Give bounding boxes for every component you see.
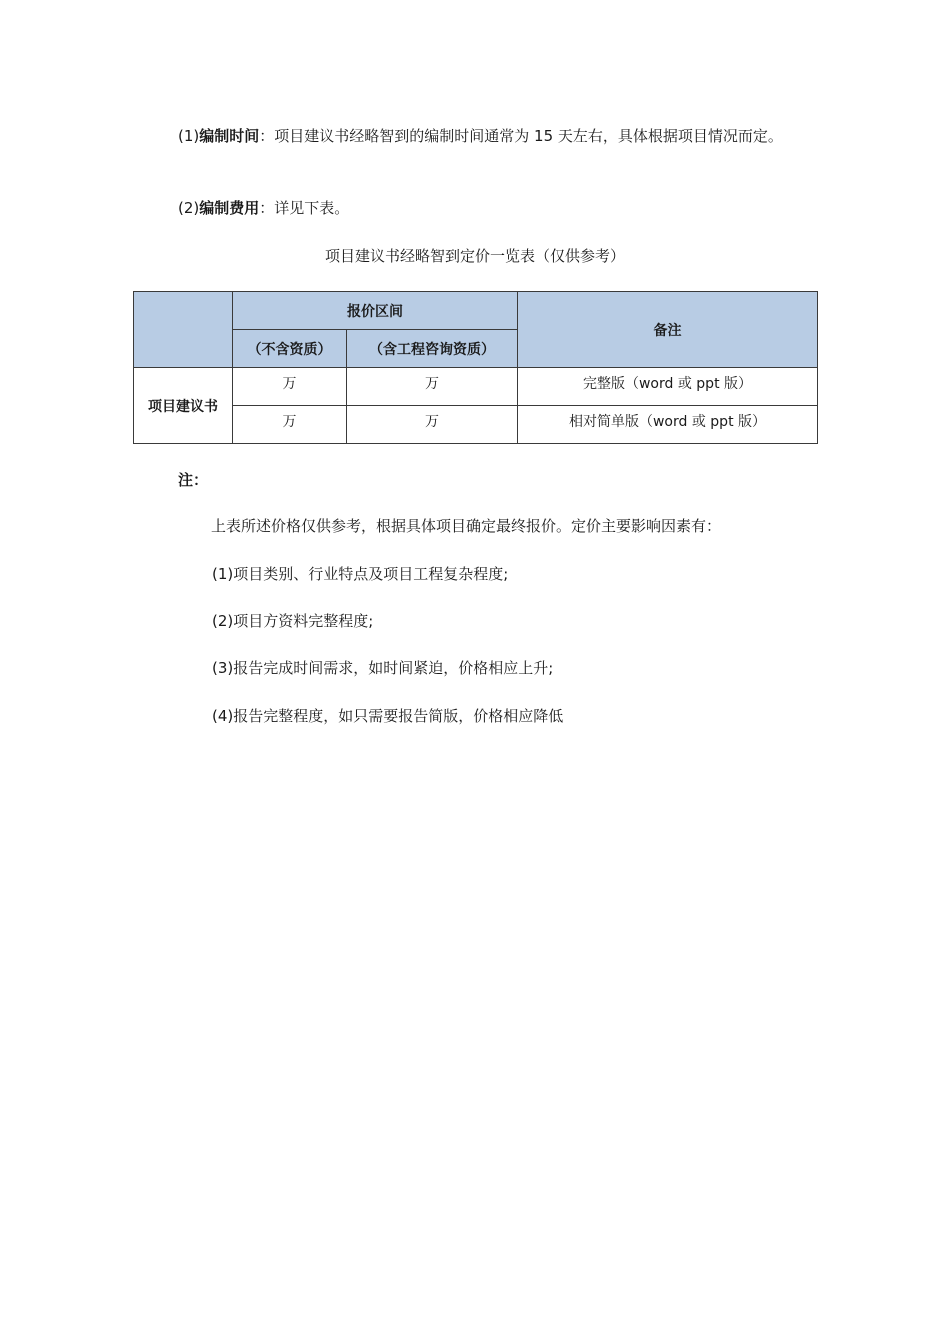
list-item: (3)报告完成时间需求，如时间紧迫，价格相应上升; [212, 659, 554, 677]
cell-remark: 相对简单版（word 或 ppt 版） [518, 406, 818, 444]
note-body: 上表所述价格仅供参考，根据具体项目确定最终报价。定价主要影响因素有： [211, 517, 722, 535]
table-row [134, 368, 818, 406]
header-remark: 备注 [518, 292, 818, 368]
paragraph-text: 详见下表。 [274, 199, 350, 217]
header-with-qualification: （含工程咨询资质） [347, 330, 518, 368]
cell-price-a: 万 [233, 406, 347, 444]
list-item: (2)项目方资料完整程度; [212, 612, 374, 630]
paragraph-fee [178, 196, 349, 221]
cell-price-b: 万 [347, 406, 518, 444]
cell-price-b: 万 [347, 368, 518, 406]
table-caption: 项目建议书经略智到定价一览表（仅供参考） [324, 247, 625, 265]
note-title: 注： [178, 471, 209, 489]
row-label: 项目建议书 [134, 368, 233, 444]
paragraph-colon: ： [259, 127, 275, 145]
header-price-range: 报价区间 [233, 292, 518, 330]
cell-price-a: 万 [233, 368, 347, 406]
paragraph-number: (2) [178, 199, 200, 217]
pricing-table [133, 291, 818, 444]
cell-remark: 完整版（word 或 ppt 版） [518, 368, 818, 406]
paragraph-label: 编制费用 [199, 199, 260, 217]
paragraph-text: 项目建议书经略智到的编制时间通常为 15 天左右，具体根据项目情况而定。 [274, 127, 783, 145]
header-without-qualification: （不含资质） [233, 330, 347, 368]
paragraph-label: 编制时间 [199, 127, 260, 145]
paragraph-colon: ： [259, 199, 275, 217]
list-item: (1)项目类别、行业特点及项目工程复杂程度; [212, 565, 509, 583]
paragraph-number: (1) [178, 127, 200, 145]
paragraph-schedule [144, 124, 814, 149]
header-empty-cell [134, 292, 233, 368]
list-item: (4)报告完整程度，如只需要报告简版，价格相应降低 [212, 707, 564, 725]
table-row [134, 406, 818, 444]
